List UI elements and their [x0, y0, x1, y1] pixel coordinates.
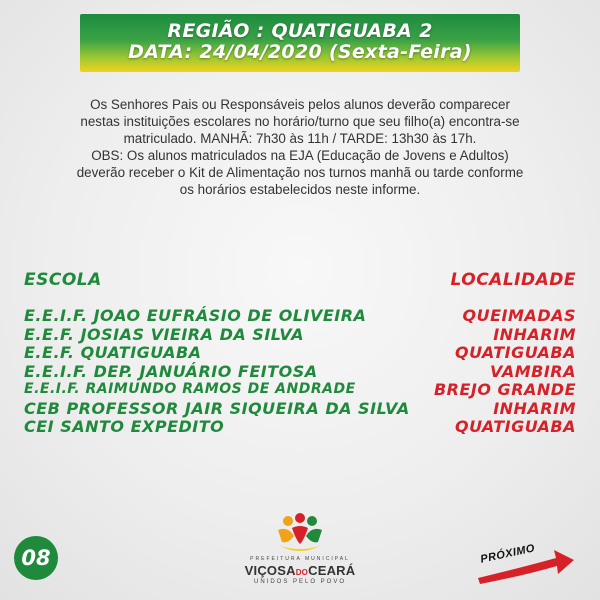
page-number-badge: 08 [14, 536, 58, 580]
notice-line: deverão receber o Kit de Alimentação nos turnos manhã ou tarde conforme [76, 165, 524, 180]
location-name: QUATIGUABA [455, 417, 576, 436]
municipality-logo [230, 512, 370, 592]
table-row [0, 380, 600, 399]
table-row [0, 343, 600, 362]
next-label: PRÓXIMO [479, 542, 537, 566]
school-list [0, 306, 600, 436]
location-name: QUATIGUABA [455, 343, 576, 362]
location-name: INHARIM [493, 324, 576, 344]
school-name: CEB PROFESSOR JAIR SIQUEIRA DA SILVA [24, 398, 410, 418]
location-name: QUEIMADAS [462, 306, 576, 325]
table-row [0, 325, 600, 344]
notice-line: matriculado. MANHÃ: 7h30 às 11h / TARDE: 13h30 às 17h. [123, 131, 477, 146]
school-name: CEI SANTO EXPEDITO [24, 417, 225, 436]
school-name: E.E.F. QUATIGUABA [24, 343, 202, 362]
table-row [0, 399, 600, 418]
location-name: VAMBIRA [490, 361, 576, 381]
table-row [0, 306, 600, 325]
notice-line: nestas instituições escolares no horário/turno que seu filho(a) encontra-se [80, 114, 520, 129]
logo-name-part: CEARÁ [308, 563, 356, 578]
notice-line: Os Senhores Pais ou Responsáveis pelos alunos deverão comparecer [90, 97, 510, 112]
logo-people-icon [274, 512, 326, 556]
school-name: E.E.I.F. RAIMUNDO RAMOS DE ANDRADE [24, 381, 356, 397]
notice-line: os horários estabelecidos neste informe. [179, 182, 421, 197]
logo-name [230, 563, 370, 578]
logo-name-do: DO [295, 568, 309, 577]
logo-slogan: UNIDOS PELO POVO [253, 579, 346, 585]
location-name: INHARIM [493, 398, 576, 418]
next-button[interactable] [470, 528, 580, 588]
school-name: E.E.I.F. JOAO EUFRÁSIO DE OLIVEIRA [24, 306, 367, 325]
notice-line: OBS: Os alunos matriculados na EJA (Educação de Jovens e Adultos) [91, 148, 509, 163]
date-title: DATA: 24/04/2020 (Sexta-Feira) [128, 41, 472, 63]
notice-text [30, 96, 570, 198]
location-name: BREJO GRANDE [433, 380, 576, 399]
school-name: E.E.F. JOSIAS VIEIRA DA SILVA [24, 324, 304, 344]
logo-top-text: PREFEITURA MUNICIPAL [250, 556, 350, 562]
table-row [0, 417, 600, 436]
table-row [0, 362, 600, 381]
location-column-header: LOCALIDADE [450, 270, 576, 290]
school-column-header: ESCOLA [24, 270, 102, 290]
region-title: REGIÃO : QUATIGUABA 2 [167, 20, 433, 42]
logo-name-part: VIÇOSA [244, 563, 296, 578]
school-name: E.E.I.F. DEP. JANUÁRIO FEITOSA [24, 361, 318, 381]
